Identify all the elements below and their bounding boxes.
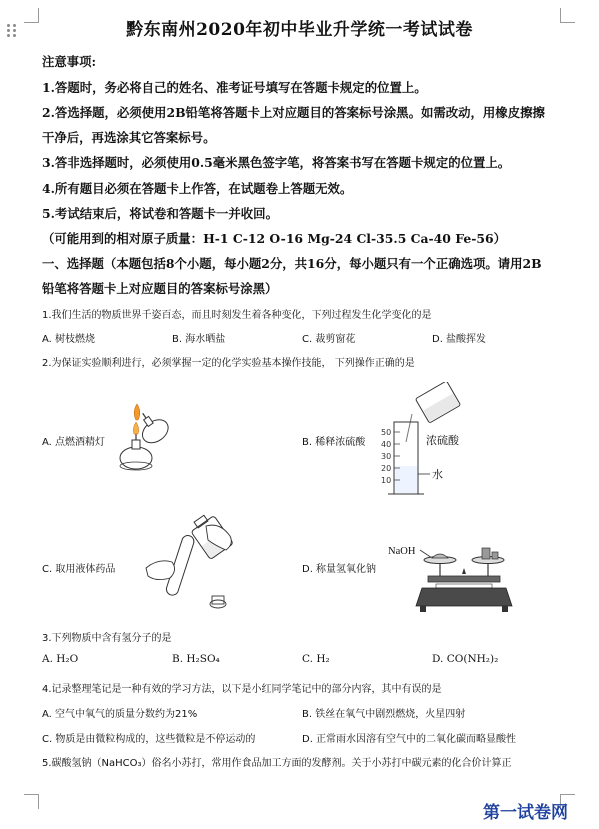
question-5-stem: 5.碳酸氢钠（NaHCO₃）俗名小苏打，常用作食品加工方面的发酵剂。关于小苏打中碳元素的化合价计算正 — [42, 758, 512, 769]
cylinder-tick-label: 40 — [381, 440, 392, 449]
question-2-stem: 2.为保证实验顺利进行，必须掌握一定的化学实验基本操作技能， 下列操作正确的是 — [42, 358, 415, 369]
q3-option-d[interactable]: D. CO(NH₂)₂ — [432, 653, 499, 665]
notes-heading: 注意事项: — [42, 54, 97, 69]
question-3-stem: 3.下列物质中含有氢分子的是 — [42, 633, 172, 644]
cylinder-tick-label: 50 — [381, 428, 392, 437]
q4-option-c[interactable]: C. 物质是由微粒构成的，这些微粒是不停运动的 — [42, 734, 256, 745]
cylinder-tick-label: 30 — [381, 452, 392, 461]
q2-option-a[interactable]: A. 点燃酒精灯 — [42, 437, 106, 448]
water-label: 水 — [432, 468, 443, 481]
naoh-label: NaOH — [388, 546, 416, 557]
q3-option-b[interactable]: B. H₂SO₄ — [172, 653, 220, 665]
q1-option-d[interactable]: D. 盐酸挥发 — [432, 334, 487, 345]
question-1-stem: 1.我们生活的物质世界千姿百态，而且时刻发生着各种变化，下列过程发生化学变化的是 — [42, 310, 432, 321]
q3-option-a[interactable]: A. H₂O — [42, 653, 79, 665]
q1-option-b[interactable]: B. 海水晒盐 — [172, 334, 226, 345]
figure-b-dilution — [378, 382, 488, 500]
section-header-cont: 铅笔将答题卡上对应题目的答案标号涂黑） — [42, 281, 278, 296]
note-item: 3.答非选择题时，必须使用0.5毫米黑色签字笔，将答案书写在答题卡规定的位置上。 — [42, 155, 511, 170]
q4-option-a[interactable]: A. 空气中氧气的质量分数约为21% — [42, 709, 198, 720]
site-watermark: 第一试卷网 — [483, 803, 568, 823]
note-item: 1.答题时，务必将自己的姓名、准考证号填写在答题卡规定的位置上。 — [42, 80, 427, 95]
atomic-masses: （可能用到的相对原子质量：H-1 C-12 O-16 Mg-24 Cl-35.5 Ca-40 Fe-56） — [42, 231, 507, 246]
q2-option-c[interactable]: C. 取用液体药品 — [42, 564, 116, 575]
exam-title: 黔东南州2020年初中毕业升学统一考试试卷 — [126, 20, 473, 40]
q3-option-c[interactable]: C. H₂ — [302, 653, 330, 665]
acid-label: 浓硫酸 — [426, 434, 459, 447]
note-item: 5.考试结束后，将试卷和答题卡一并收回。 — [42, 206, 278, 221]
question-4-stem: 4.记录整理笔记是一种有效的学习方法，以下是小红同学笔记中的部分内容，其中有误的是 — [42, 684, 442, 695]
q4-option-d[interactable]: D. 正常雨水因溶有空气中的二氧化碳而略显酸性 — [302, 734, 517, 745]
q1-option-c[interactable]: C. 裁剪窗花 — [302, 334, 356, 345]
figure-a-alcohol-lamps — [108, 398, 188, 478]
q2-option-b[interactable]: B. 稀释浓硫酸 — [302, 437, 366, 448]
q2-option-d[interactable]: D. 称量氢氧化钠 — [302, 564, 377, 575]
cylinder-tick-label: 10 — [381, 476, 392, 485]
note-item: 干净后，再选涂其它答案标号。 — [42, 130, 216, 145]
q1-option-a[interactable]: A. 树枝燃烧 — [42, 334, 96, 345]
cylinder-tick-label: 20 — [381, 464, 392, 473]
figure-c-pouring-liquid — [138, 512, 248, 612]
figure-d-balance — [384, 528, 514, 618]
section-header: 一、选择题（本题包括8个小题，每小题2分，共16分，每小题只有一个正确选项。请用2B — [42, 256, 542, 271]
q4-option-b[interactable]: B. 铁丝在氧气中剧烈燃烧，火星四射 — [302, 709, 466, 720]
note-item: 2.答选择题，必须使用2B铅笔将答题卡上对应题目的答案标号涂黑。如需改动，用橡皮擦擦 — [42, 105, 545, 120]
note-item: 4.所有题目必须在答题卡上作答，在试题卷上答题无效。 — [42, 181, 353, 196]
crop-mark-bottom-left — [24, 794, 39, 809]
